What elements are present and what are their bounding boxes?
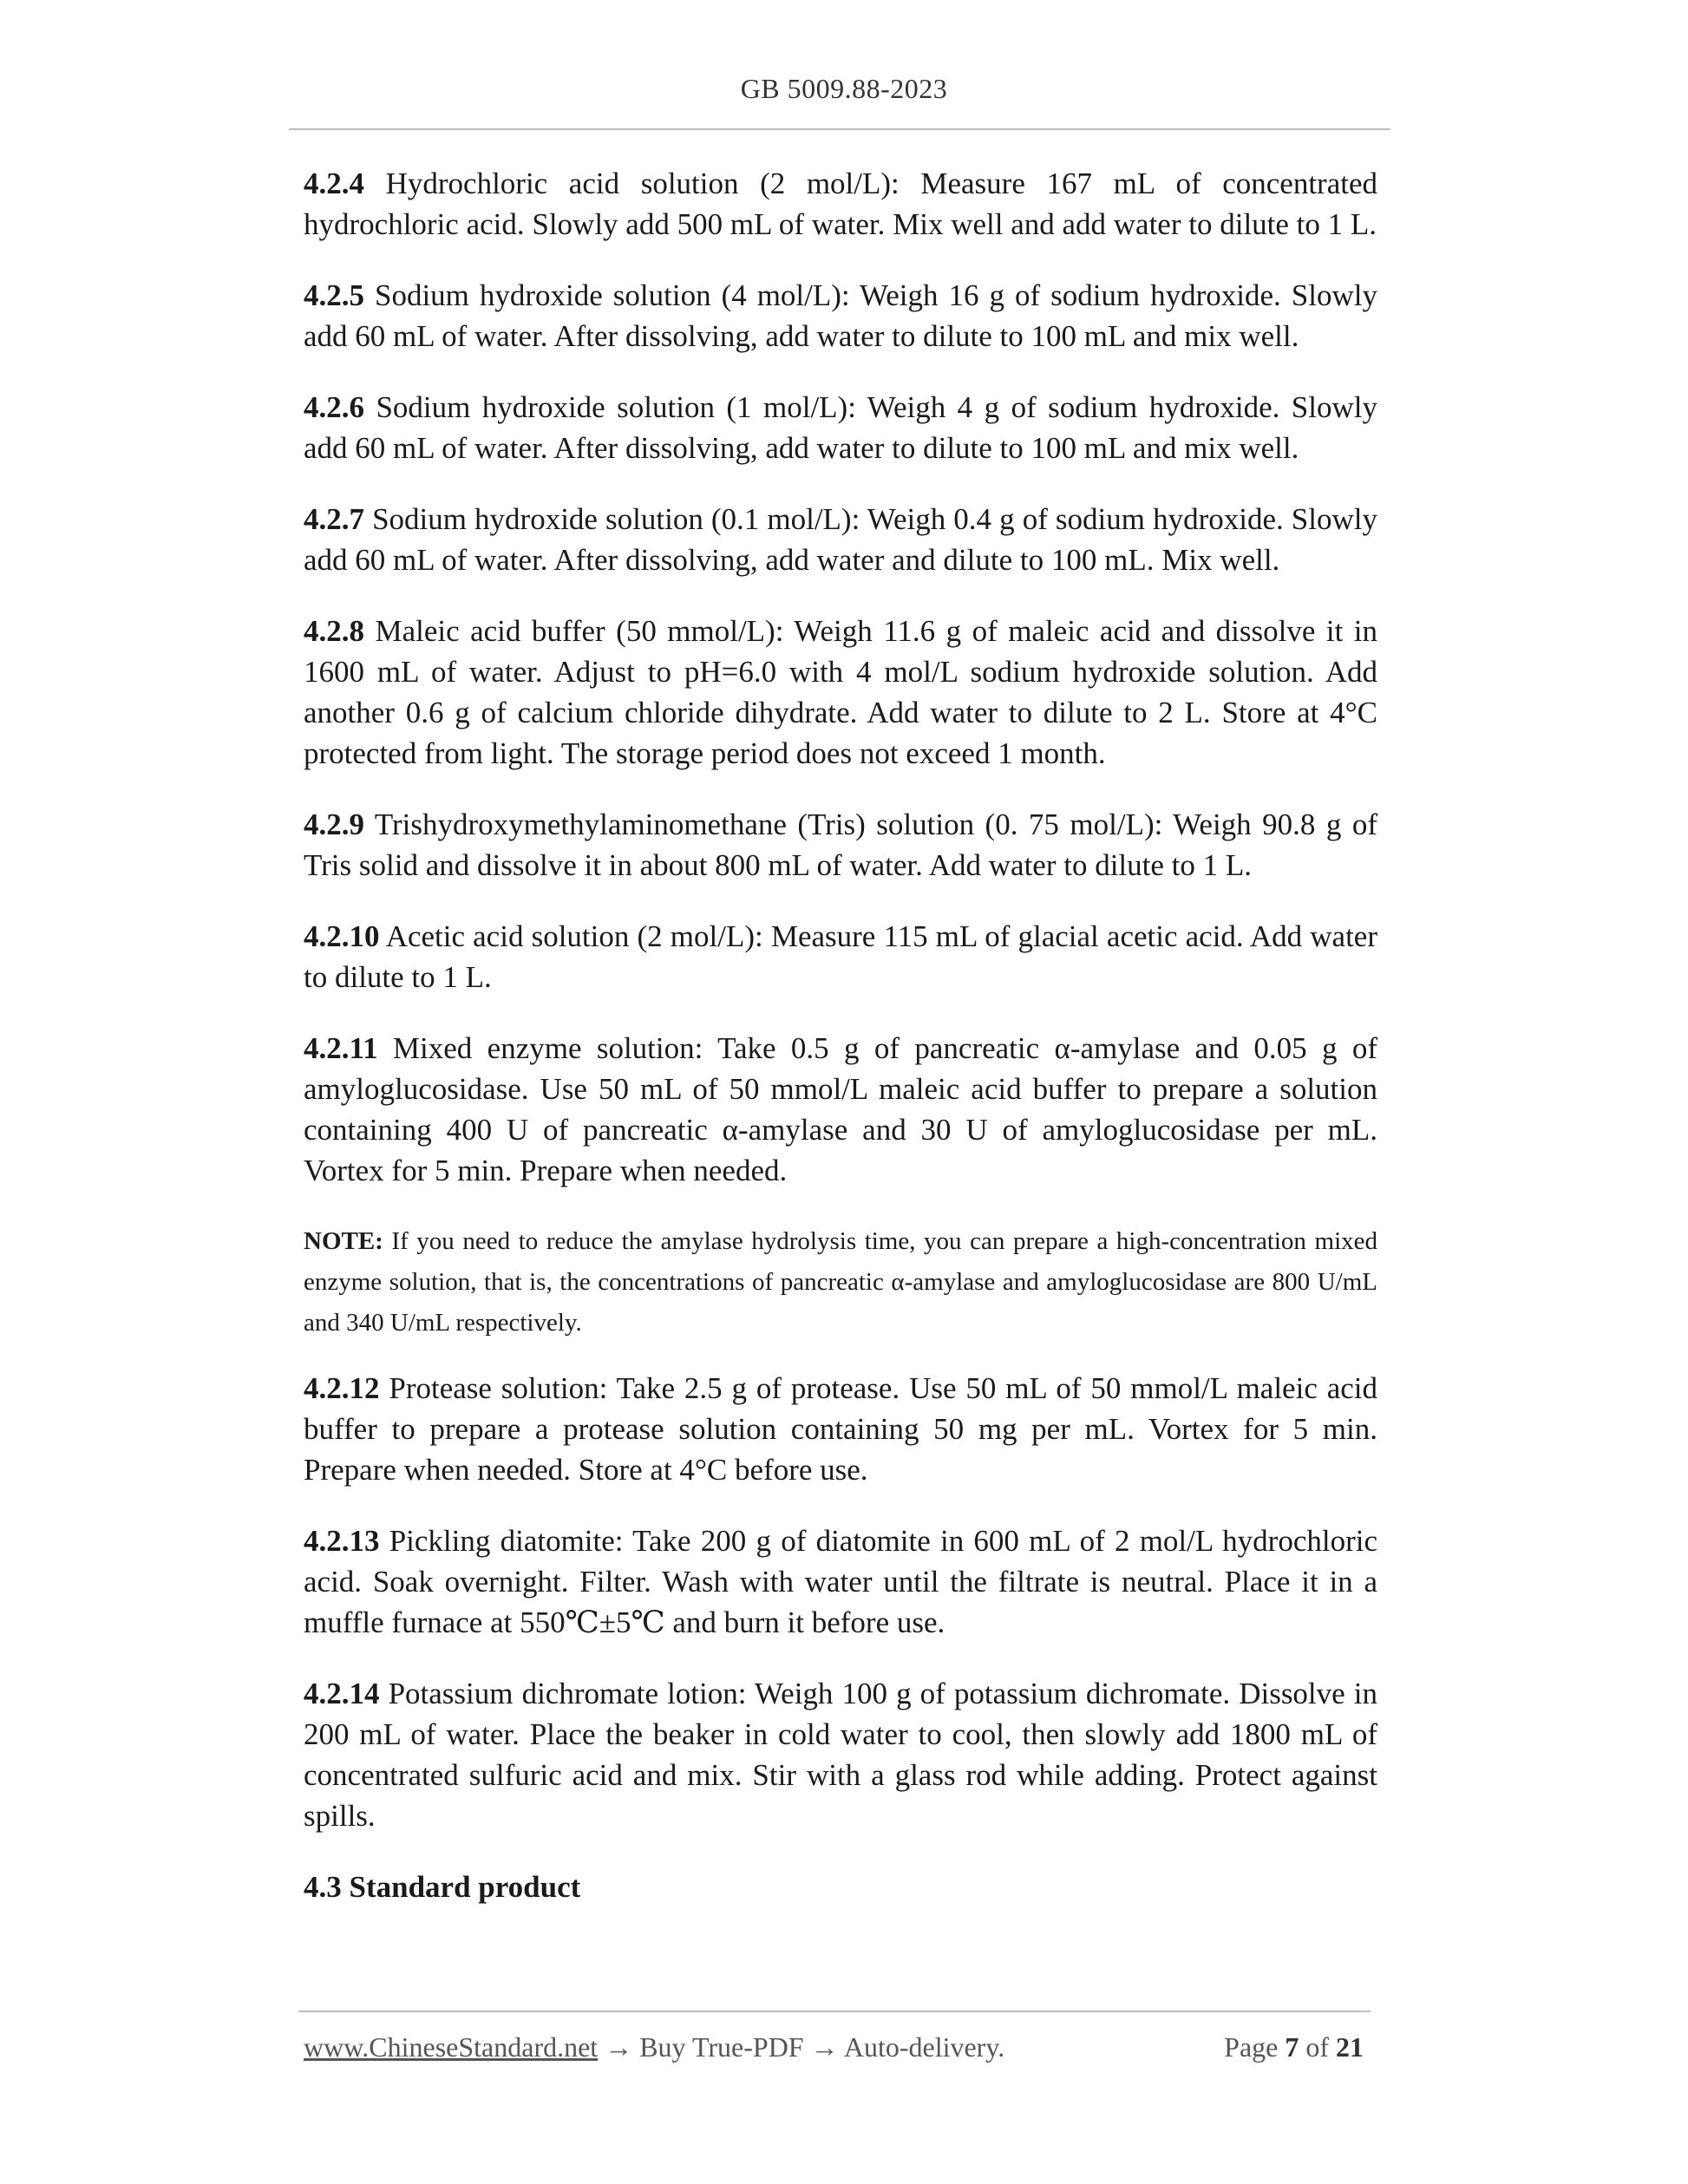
section-heading: 4.3 Standard product (304, 1870, 581, 1904)
clause-4-2-6 (304, 387, 1377, 468)
note-text: If you need to reduce the amylase hydrolysis time, you can prepare a high-concentration mixed enzyme solution, that is, the concentrations of pancreatic α-amylase and amyloglucosidase are 800 U/mL and 340 U/mL respectively. (304, 1227, 1377, 1337)
clause-4-2-13 (304, 1520, 1377, 1643)
clause-text: Pickling diatomite: Take 200 g of diatomite in 600 mL of 2 mol/L hydrochloric acid. Soak overnight. Filter. Wash with water until the filtrate is neutral. Place it in a muffle furnace at 550℃±5℃ and burn it before use. (304, 1524, 1377, 1639)
arrow-icon: → (803, 2031, 844, 2063)
clause-number: 4.2.4 (304, 167, 364, 200)
clause-number: 4.2.13 (304, 1524, 380, 1558)
clause-number: 4.2.11 (304, 1031, 378, 1065)
clause-4-2-7 (304, 499, 1377, 580)
footer-divider (298, 2011, 1371, 2012)
clause-number: 4.2.12 (304, 1371, 380, 1405)
site-link[interactable]: www.ChineseStandard.net (304, 2031, 599, 2063)
clause-text: Sodium hydroxide solution (0.1 mol/L): Weigh 0.4 g of sodium hydroxide. Slowly add 60 mL of water. After dissolving, add water and dilute to 100 mL. Mix well. (304, 502, 1377, 577)
clause-text: Sodium hydroxide solution (1 mol/L): Weigh 4 g of sodium hydroxide. Slowly add 60 mL of water. After dissolving, add water to dilute to 100 mL and mix well. (304, 390, 1377, 465)
clause-4-2-9 (304, 804, 1377, 886)
clause-number: 4.2.8 (304, 614, 364, 648)
clause-4-2-4 (304, 163, 1377, 245)
page-indicator (1224, 2031, 1364, 2063)
footer-promo (304, 2031, 1004, 2063)
clause-number: 4.2.7 (304, 502, 364, 536)
auto-delivery-text: Auto-delivery. (843, 2031, 1005, 2063)
clause-text: Hydrochloric acid solution (2 mol/L): Measure 167 mL of concentrated hydrochloric acid. Slowly add 500 mL of water. Mix well and add water to dilute to 1 L. (304, 167, 1377, 241)
clause-4-2-14 (304, 1673, 1377, 1836)
note-block (304, 1221, 1377, 1344)
clause-number: 4.2.14 (304, 1677, 380, 1710)
page-of: of (1299, 2031, 1336, 2063)
page-label: Page (1224, 2031, 1286, 2063)
clause-4-2-8 (304, 611, 1377, 774)
clause-4-2-10 (304, 916, 1377, 997)
clause-text: Mixed enzyme solution: Take 0.5 g of pancreatic α-amylase and 0.05 g of amyloglucosidase. Use 50 mL of 50 mmol/L maleic acid buffer to prepare a solution containing 400 U of pancreatic α-amylase and 30 U of amyloglucosidase per mL. Vortex for 5 min. Prepare when needed. (304, 1031, 1377, 1187)
doc-code: GB 5009.88-2023 (740, 73, 948, 104)
clause-4-2-11 (304, 1028, 1377, 1191)
clause-number: 4.2.5 (304, 278, 364, 312)
document-header (0, 73, 1688, 105)
clause-number: 4.2.9 (304, 808, 364, 841)
document-body (304, 163, 1377, 1907)
clause-number: 4.2.6 (304, 390, 364, 424)
page-total: 21 (1336, 2031, 1364, 2063)
header-divider (289, 128, 1390, 130)
clause-text: Protease solution: Take 2.5 g of protease. Use 50 mL of 50 mmol/L maleic acid buffer to prepare a protease solution containing 50 mg per mL. Vortex for 5 min. Prepare when needed. Store at 4°C before use. (304, 1371, 1377, 1487)
clause-text: Sodium hydroxide solution (4 mol/L): Weigh 16 g of sodium hydroxide. Slowly add 60 mL of water. After dissolving, add water to dilute to 100 mL and mix well. (304, 278, 1377, 353)
page-current: 7 (1285, 2031, 1299, 2063)
clause-text: Trishydroxymethylaminomethane (Tris) solution (0. 75 mol/L): Weigh 90.8 g of Tris solid and dissolve it in about 800 mL of water. Add water to dilute to 1 L. (304, 808, 1377, 882)
clause-4-2-5 (304, 275, 1377, 356)
clause-text: Potassium dichromate lotion: Weigh 100 g of potassium dichromate. Dissolve in 200 mL of water. Place the beaker in cold water to cool, then slowly add 1800 mL of concentrated sulfuric acid and mix. Stir with a glass rod while adding. Protect against spills. (304, 1677, 1377, 1833)
arrow-icon: → (598, 2031, 640, 2063)
clause-text: Acetic acid solution (2 mol/L): Measure 115 mL of glacial acetic acid. Add water to dilute to 1 L. (304, 919, 1377, 994)
buy-true-pdf-text: Buy True-PDF (639, 2031, 804, 2063)
note-label: NOTE: (304, 1227, 383, 1255)
clause-text: Maleic acid buffer (50 mmol/L): Weigh 11.6 g of maleic acid and dissolve it in 1600 mL of water. Adjust to pH=6.0 with 4 mol/L sodium hydroxide solution. Add another 0.6 g of calcium chloride dihydrate. Add water to dilute to 2 L. Store at 4°C protected from light. The storage period does not exceed 1 month. (304, 614, 1377, 770)
clause-number: 4.2.10 (304, 919, 380, 953)
clause-4-2-12 (304, 1368, 1377, 1490)
